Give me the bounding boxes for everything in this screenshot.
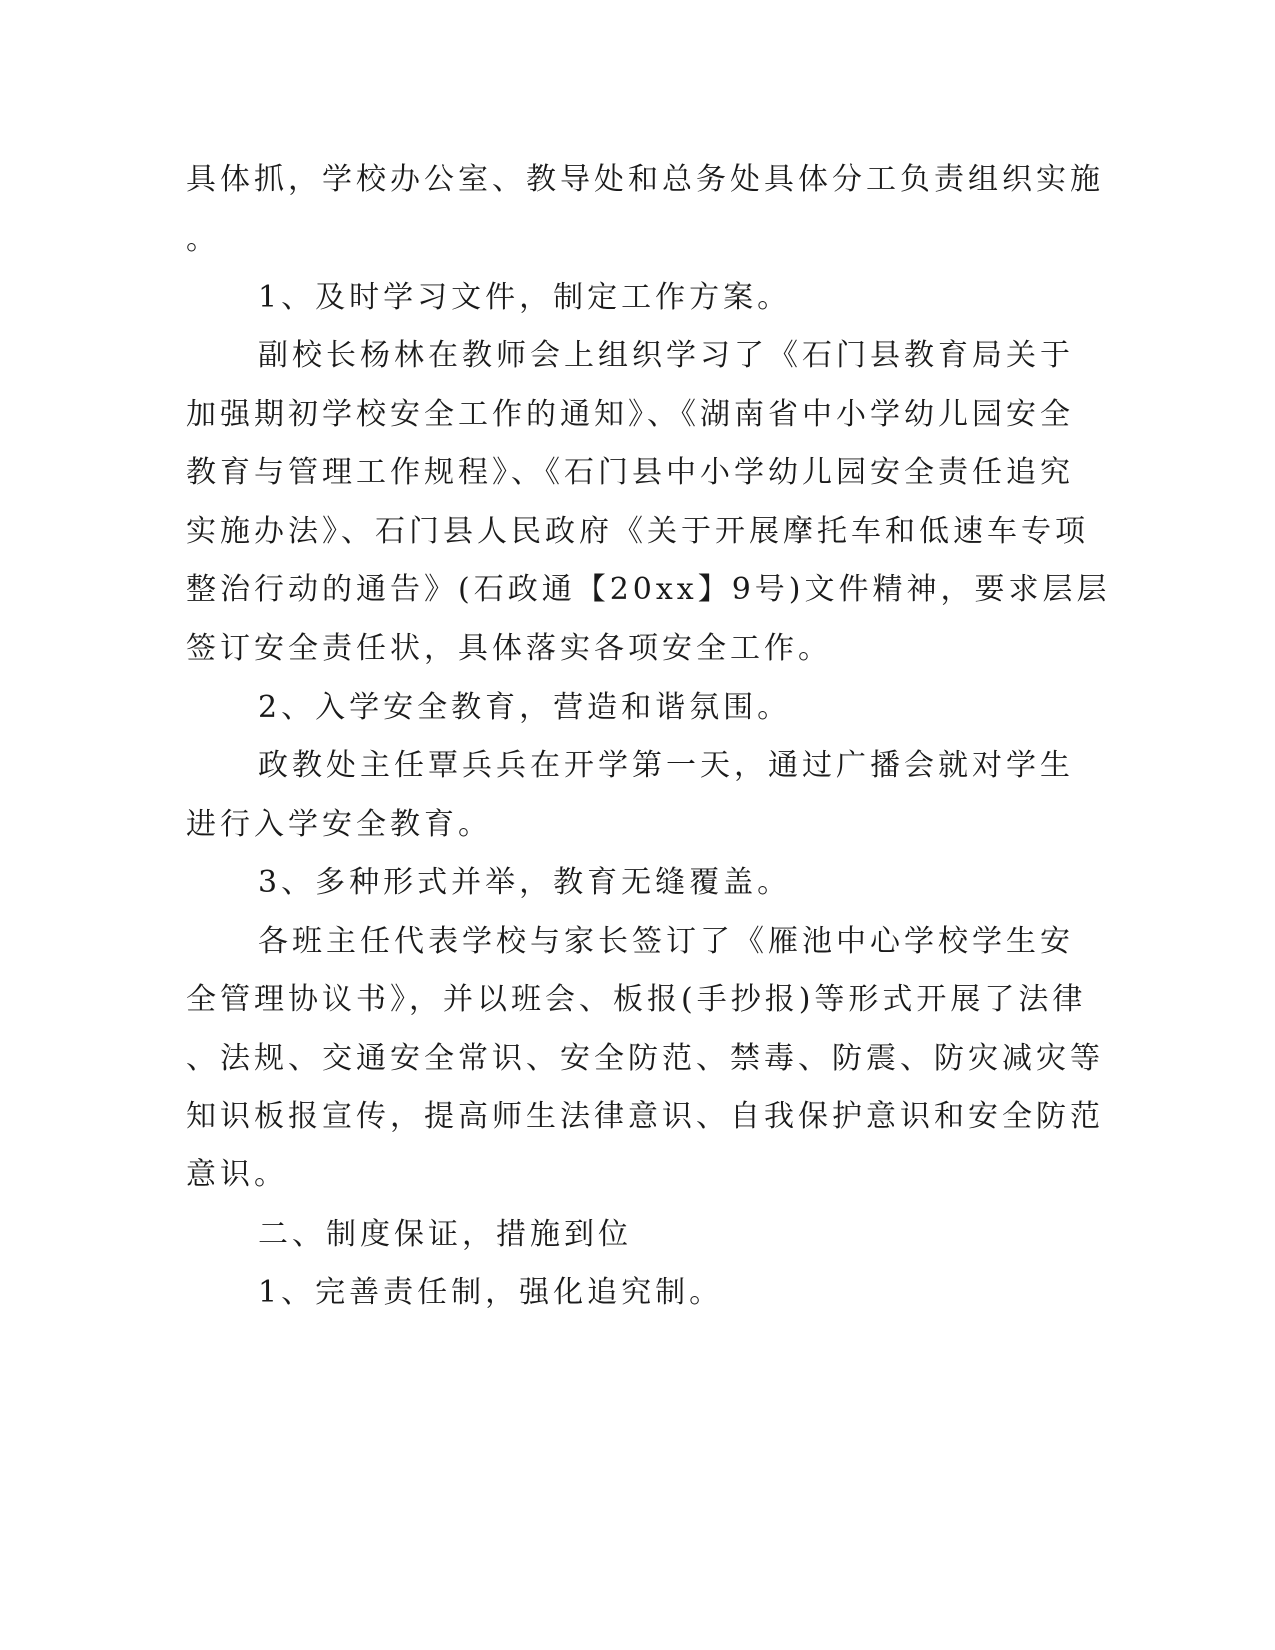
text-line: 政教处主任覃兵兵在开学第一天，通过广播会就对学生: [258, 748, 1074, 783]
section-heading: 3、多种形式并举，教育无缝覆盖。: [258, 865, 792, 900]
section-heading: 二、制度保证，措施到位: [258, 1217, 632, 1252]
text-line: 签订安全责任状，具体落实各项安全工作。: [186, 631, 832, 666]
text-line: 进行入学安全教育。: [186, 807, 492, 842]
text-line: 教育与管理工作规程》、《石门县中小学幼儿园安全责任追究: [186, 455, 1074, 490]
section-heading: 1、完善责任制，强化追究制。: [258, 1275, 724, 1310]
text-line: 加强期初学校安全工作的通知》、《湖南省中小学幼儿园安全: [186, 397, 1074, 432]
section-heading: 2、入学安全教育，营造和谐氛围。: [258, 690, 792, 725]
text-line: 、法规、交通安全常识、安全防范、禁毒、防震、防灾减灾等: [186, 1041, 1104, 1076]
text-line: 全管理协议书》，并以班会、板报(手抄报)等形式开展了法律: [186, 982, 1087, 1017]
section-heading: 1、及时学习文件，制定工作方案。: [258, 280, 792, 315]
text-line: 。: [186, 222, 220, 257]
text-line: 整治行动的通告》(石政通【20xx】9号)文件精神，要求层层: [186, 572, 1111, 607]
text-line: 知识板报宣传，提高师生法律意识、自我保护意识和安全防范: [186, 1099, 1104, 1134]
text-line: 意识。: [186, 1157, 288, 1192]
text-line: 各班主任代表学校与家长签订了《雁池中心学校学生安: [258, 924, 1074, 959]
text-line: 具体抓，学校办公室、教导处和总务处具体分工负责组织实施: [186, 162, 1104, 197]
text-line: 副校长杨林在教师会上组织学习了《石门县教育局关于: [258, 338, 1074, 373]
text-line: 实施办法》、石门县人民政府《关于开展摩托车和低速车专项: [186, 514, 1089, 549]
